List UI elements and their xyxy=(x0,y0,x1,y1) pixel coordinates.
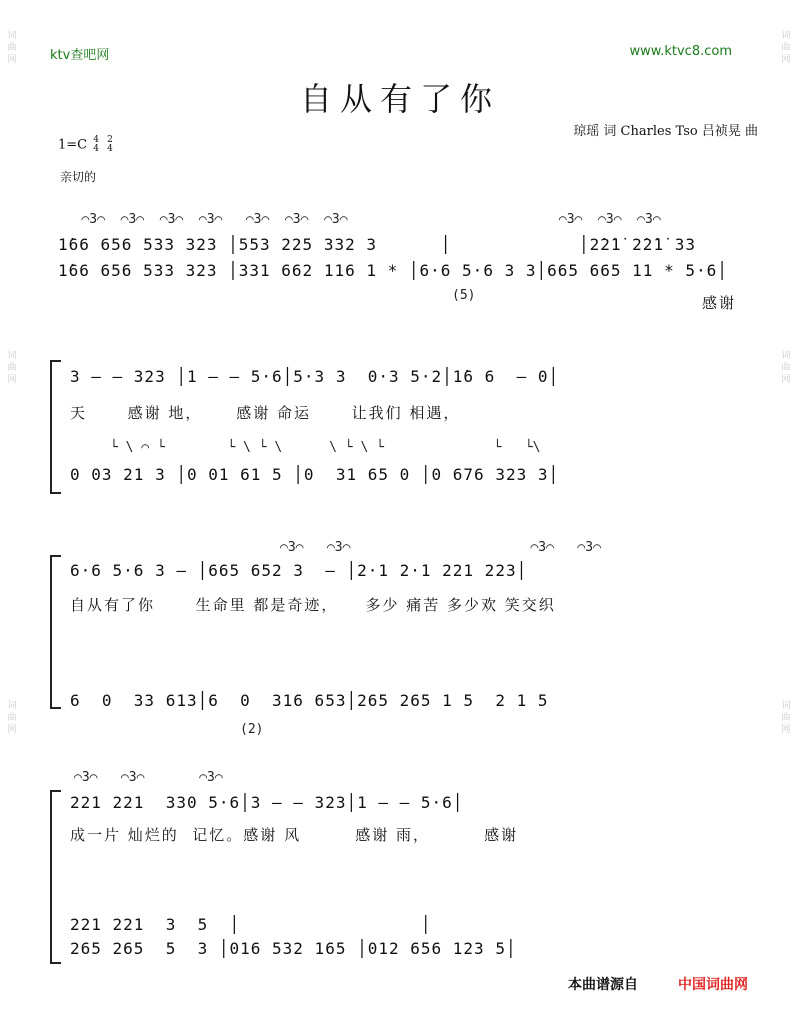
notation-line-3-upper: 6·6 5·6 3 – │665 652 3 – │2·1 2·1 221 223│ xyxy=(70,561,528,580)
notation-line-2-lower: 0 03 21 3 │0 01 61 5 │0 31 65 0 │0 676 323 3│ xyxy=(70,465,560,484)
notation-line-4-lower-top: 221 221 3 5 │ │ xyxy=(70,915,432,934)
system-bracket-4 xyxy=(50,790,61,964)
notation-line-2-upper: 3 – – 323 │1 – – 5·6│5·3 3 0·3 5·2│1̇6 6 – 0│ xyxy=(70,367,560,386)
footer-source-site[interactable]: 中国词曲网 xyxy=(678,977,748,993)
system-bracket-3 xyxy=(50,555,61,709)
site-right-url[interactable]: www.ktvc8.com xyxy=(629,44,732,59)
lyrics-line-3: 自从有了你 生命里 都是奇迹， 多少 痛苦 多少欢 笑交织 xyxy=(70,596,556,614)
articulation-marks-2: └ \ ⌒ └ └ \ └ \ \ └ \ └ └ └\ xyxy=(110,440,541,455)
footer-source-label: 本曲谱源自 xyxy=(568,977,638,993)
site-left-label: ktv查吧网 xyxy=(50,48,110,63)
lyrics-line-4: 成一片 灿烂的 记忆。感谢 风 感谢 雨， 感谢 xyxy=(70,826,519,844)
left-watermark-column-3: 词 曲 网 xyxy=(7,701,17,735)
time-signature-4-4: 4 4 xyxy=(93,135,99,154)
song-title: 自从有了你 xyxy=(299,80,500,118)
key-signature xyxy=(58,136,115,154)
left-watermark-column: 词 曲 网 xyxy=(7,31,17,65)
tempo-marking: 亲切的 xyxy=(60,170,97,184)
notation-line-1-upper: 1̇66 656 533 323 │553 225 332 3 │ │2̇2̇1̇ 2̇2̇1̇ 33 xyxy=(58,235,696,254)
lyrics-line-1: 感谢 xyxy=(702,294,737,312)
song-credits: 琼瑶 词 Charles Tso 吕祯晃 曲 xyxy=(573,124,758,139)
measure-mark-5: (5) xyxy=(452,288,476,303)
measure-mark-2: (2) xyxy=(240,722,264,737)
notation-line-4-lower: 265 265 5 3 │016 532 165 │012 656 123 5│ xyxy=(70,939,517,958)
right-watermark-column-3: 词 曲 网 xyxy=(781,701,791,735)
triplet-marks-3: ⌒3⌒ ⌒3⌒ ⌒3⌒ ⌒3⌒ xyxy=(280,540,601,555)
lyrics-line-2: 天 感谢 地， 感谢 命运 让我们 相遇， xyxy=(70,404,461,422)
time-signature-2-4: 2 4 xyxy=(107,135,113,154)
notation-line-4-upper: 221 221 330 5·6│3 – – 323│1 – – 5·6│ xyxy=(70,793,464,812)
right-watermark-column-2: 词 曲 网 xyxy=(781,351,791,385)
right-watermark-column: 词 曲 网 xyxy=(781,31,791,65)
triplet-marks-1: ⌒3⌒ ⌒3⌒ ⌒3⌒ ⌒3⌒ ⌒3⌒ ⌒3⌒ ⌒3⌒ ⌒3⌒ ⌒3⌒ ⌒3⌒ xyxy=(58,212,661,227)
key-label: 1=C xyxy=(58,137,88,153)
left-watermark-column-2: 词 曲 网 xyxy=(7,351,17,385)
notation-line-3-lower: 6 0 33 613│6 0 316 653│265 265 1 5 2 1 5 xyxy=(70,691,549,710)
triplet-marks-4: ⌒3⌒ ⌒3⌒ ⌒3⌒ xyxy=(74,770,223,785)
notation-line-1-lower: 1̇66 656 533 323 │331 662 116 1 * │6·6 5·6 3 3│665 665 11 * 5·6│ xyxy=(58,261,728,280)
system-bracket-2 xyxy=(50,360,61,494)
